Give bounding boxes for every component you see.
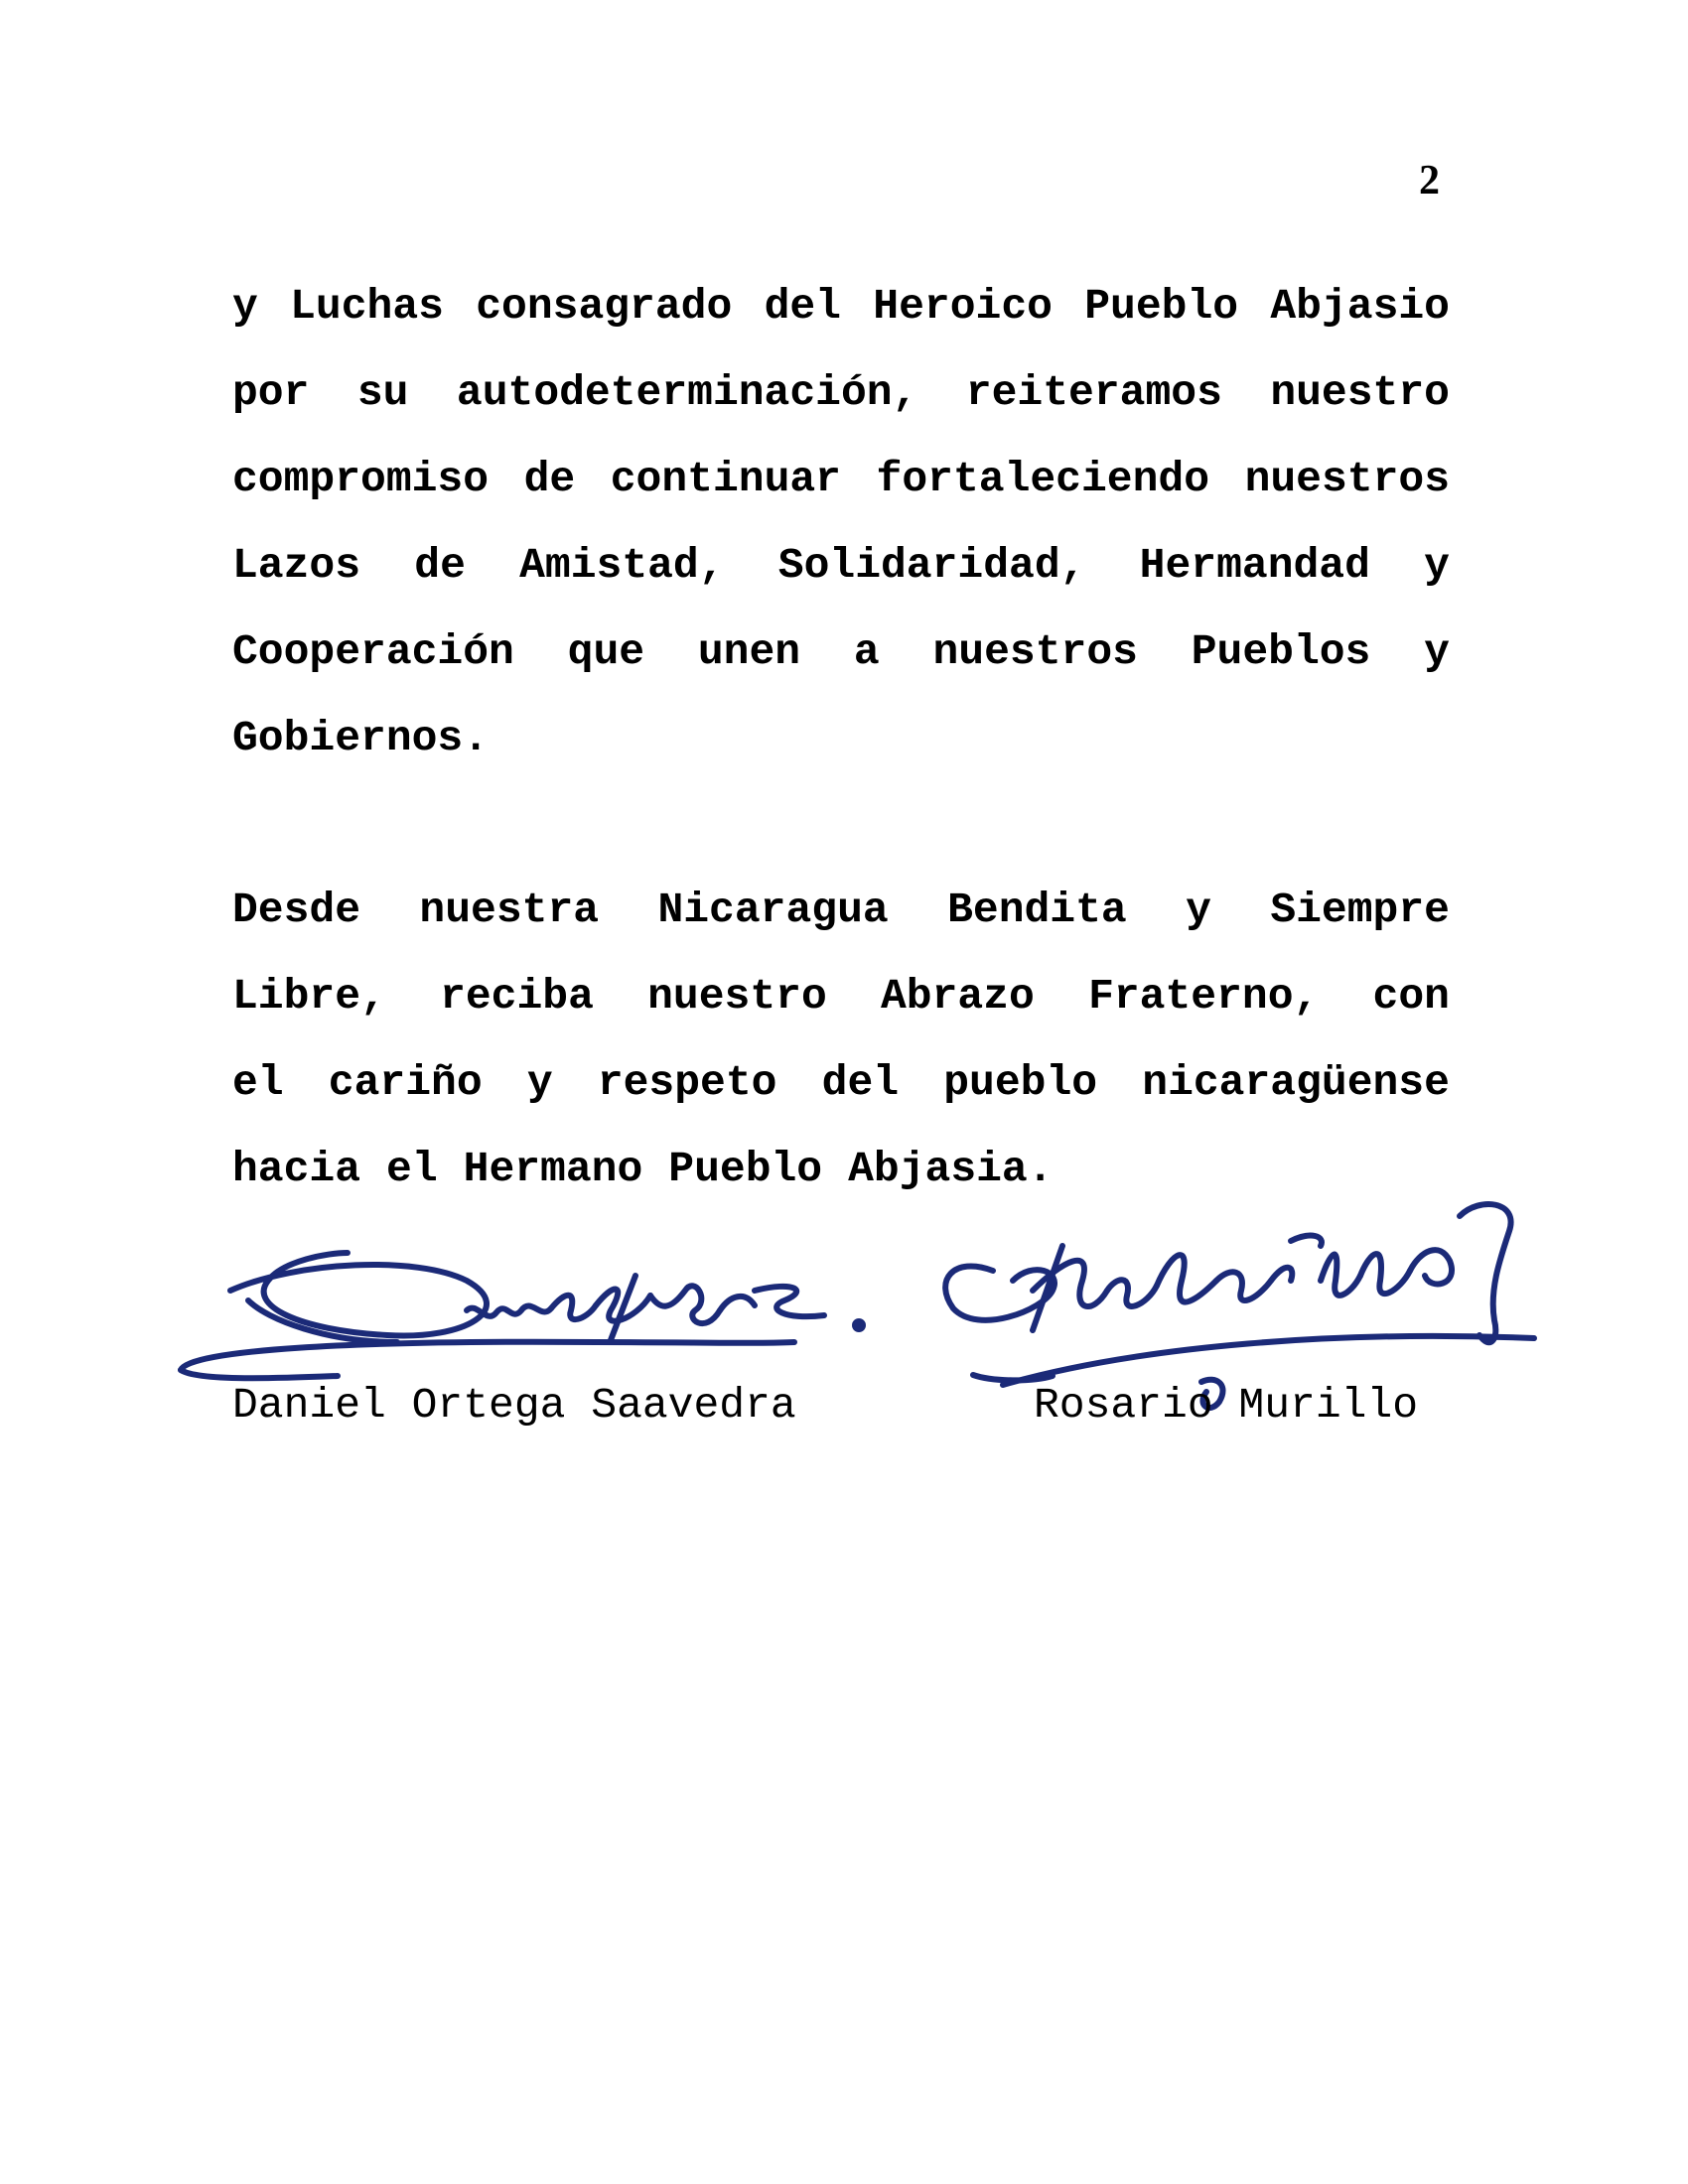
word: el bbox=[232, 1058, 284, 1107]
word: de bbox=[523, 455, 576, 503]
word: por bbox=[232, 368, 310, 417]
word: pueblo bbox=[943, 1058, 1098, 1107]
word: nuestra bbox=[419, 886, 600, 934]
signatory-name-daniel-ortega: Daniel Ortega Saavedra bbox=[232, 1381, 796, 1430]
word: Pueblos bbox=[1191, 627, 1371, 676]
word: Bendita bbox=[947, 886, 1127, 934]
word: nicaragüense bbox=[1142, 1058, 1450, 1107]
word: con bbox=[1372, 972, 1450, 1021]
word: Libre, bbox=[232, 972, 386, 1021]
word: el bbox=[386, 1145, 438, 1193]
word: nuestro bbox=[647, 972, 827, 1021]
word: su bbox=[356, 368, 409, 417]
word: cariño bbox=[328, 1058, 483, 1107]
word: a bbox=[853, 627, 880, 676]
word: reciba bbox=[440, 972, 594, 1021]
word: nuestros bbox=[1244, 455, 1450, 503]
word: y bbox=[526, 1058, 553, 1107]
word: del bbox=[764, 282, 841, 331]
word: y bbox=[232, 282, 258, 331]
word: respeto bbox=[597, 1058, 777, 1107]
word: autodeterminación, bbox=[456, 368, 918, 417]
word: y bbox=[1186, 886, 1211, 934]
word: y bbox=[1424, 627, 1450, 676]
word: Nicaragua bbox=[657, 886, 889, 934]
word: Abrazo bbox=[881, 972, 1035, 1021]
word: unen bbox=[697, 627, 801, 676]
word: de bbox=[414, 541, 466, 590]
word: nuestros bbox=[932, 627, 1138, 676]
word: del bbox=[821, 1058, 900, 1107]
word: Pueblo bbox=[668, 1145, 823, 1193]
signatory-name-rosario-murillo: Rosario Murillo bbox=[1034, 1381, 1419, 1430]
word: Abjasio bbox=[1270, 282, 1450, 331]
word: Hermano bbox=[463, 1145, 643, 1193]
word: Solidaridad, bbox=[777, 541, 1086, 590]
word: y bbox=[1424, 541, 1450, 590]
word: Pueblo bbox=[1084, 282, 1239, 331]
word: Heroico bbox=[873, 282, 1053, 331]
word: Luchas bbox=[290, 282, 444, 331]
word: Amistad, bbox=[519, 541, 725, 590]
word: consagrado bbox=[476, 282, 733, 331]
word: que bbox=[567, 627, 645, 676]
word: hacia bbox=[232, 1145, 361, 1193]
word: compromiso bbox=[232, 455, 490, 503]
word: Abjasia. bbox=[848, 1145, 1054, 1193]
word: continuar bbox=[610, 455, 841, 503]
word: Lazos bbox=[232, 541, 361, 590]
word: Hermandad bbox=[1139, 541, 1370, 590]
word: fortaleciendo bbox=[876, 455, 1210, 503]
word: Fraterno, bbox=[1088, 972, 1320, 1021]
word: reiteramos bbox=[965, 368, 1222, 417]
word: Gobiernos. bbox=[232, 714, 490, 762]
word: Siempre bbox=[1270, 886, 1450, 934]
word: Cooperación bbox=[232, 627, 514, 676]
word: Desde bbox=[232, 886, 361, 934]
word: nuestro bbox=[1270, 368, 1450, 417]
page-number: 2 bbox=[1419, 158, 1440, 204]
